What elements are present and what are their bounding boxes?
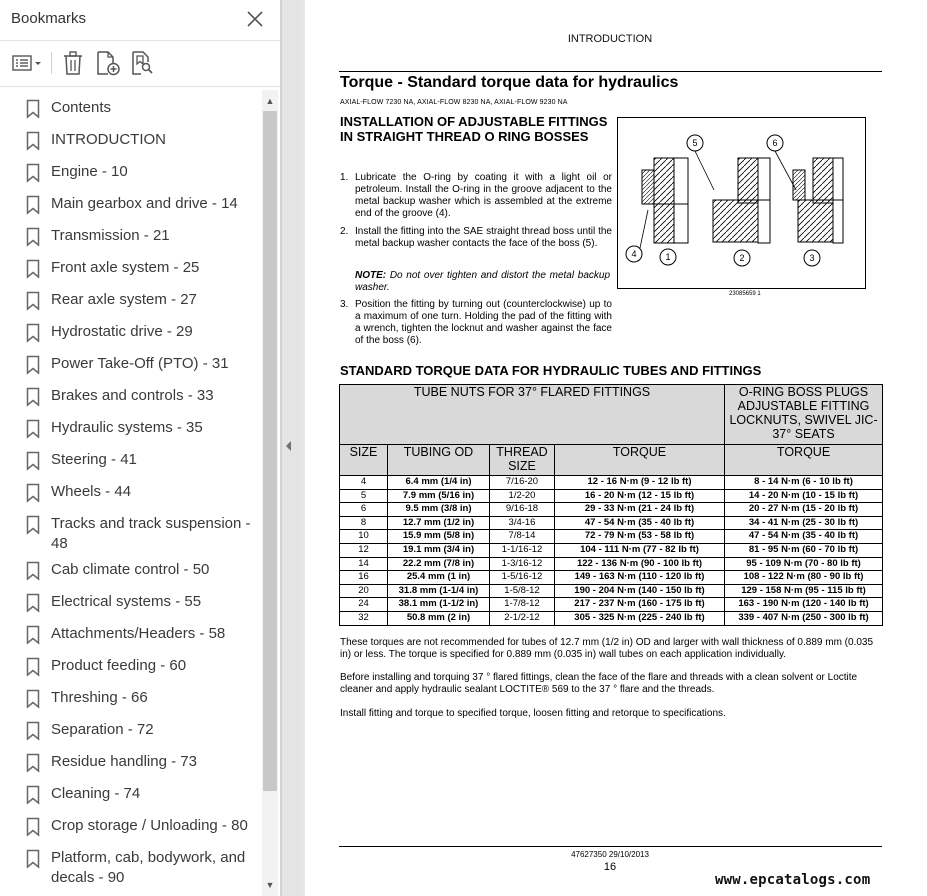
table-cell: 12.7 mm (1/2 in): [388, 516, 490, 530]
bookmark-item[interactable]: [0, 720, 262, 741]
table-cell: 16: [340, 571, 388, 585]
table-cell: 7/16-20: [490, 476, 555, 490]
column-header: TORQUE: [555, 445, 725, 476]
bookmark-icon: [26, 387, 40, 407]
bookmark-label: Transmission - 21: [51, 227, 170, 244]
bookmark-icon: [26, 817, 40, 837]
bookmark-label: Separation - 72: [51, 721, 154, 738]
bookmark-item[interactable]: [0, 450, 262, 471]
bookmark-item[interactable]: [0, 194, 262, 215]
column-header: THREAD SIZE: [490, 445, 555, 476]
bookmark-label: Steering - 41: [51, 451, 137, 468]
table-cell: 14: [340, 557, 388, 571]
table-cell: 20: [340, 584, 388, 598]
fitting-illustration: [617, 117, 866, 289]
bookmark-label: Rear axle system - 27: [51, 291, 197, 308]
step-number: 1.: [340, 172, 349, 183]
table-cell: 4: [340, 476, 388, 490]
bookmark-icon: [26, 721, 40, 741]
table-cell: 29 - 33 N·m (21 - 24 lb ft): [555, 503, 725, 517]
bookmark-item[interactable]: [0, 560, 262, 581]
table-cell: 129 - 158 N·m (95 - 115 lb ft): [725, 584, 883, 598]
table-cell: 6.4 mm (1/4 in): [388, 476, 490, 490]
bookmark-label: Contents: [51, 99, 112, 116]
options-menu-icon[interactable]: [12, 50, 44, 76]
table-cell: 38.1 mm (1-1/2 in): [388, 598, 490, 612]
bookmark-item[interactable]: [0, 624, 262, 645]
bookmark-item[interactable]: [0, 418, 262, 439]
bookmarks-panel: [0, 0, 281, 896]
table-cell: 305 - 325 N·m (225 - 240 lb ft): [555, 611, 725, 625]
bookmark-item[interactable]: [0, 354, 262, 375]
step-text: Install the fitting into the SAE straight thread boss until the metal backup washer contacts the face of the boss (5).: [355, 226, 612, 249]
group-header-tube-nuts: TUBE NUTS FOR 37° FLARED FITTINGS: [340, 385, 725, 445]
table-cell: 12 - 16 N·m (9 - 12 lb ft): [555, 476, 725, 490]
table-cell: 7.9 mm (5/16 in): [388, 489, 490, 503]
table-cell: 8: [340, 516, 388, 530]
scroll-up-icon[interactable]: ▲: [265, 96, 275, 106]
table-cell: 47 - 54 N·m (35 - 40 lb ft): [555, 516, 725, 530]
instruction-step: [340, 299, 612, 347]
column-header: TUBING OD: [388, 445, 490, 476]
running-head: INTRODUCTION: [567, 33, 653, 45]
bookmark-label: Power Take-Off (PTO) - 31: [51, 355, 229, 372]
table-cell: 163 - 190 N·m (120 - 140 lb ft): [725, 598, 883, 612]
bookmark-icon: [26, 259, 40, 279]
note-text: Do not over tighten and distort the metal backup washer.: [355, 270, 611, 293]
bookmark-label: INTRODUCTION: [51, 131, 166, 148]
figure-callout: 1: [665, 252, 671, 262]
table-row: [340, 598, 883, 612]
table-cell: 22.2 mm (7/8 in): [388, 557, 490, 571]
table-cell: 1/2-20: [490, 489, 555, 503]
bookmarks-header: [0, 0, 280, 40]
figure-callout: 3: [809, 253, 815, 263]
table-cell: 1-5/8-12: [490, 584, 555, 598]
table-cell: 9/16-18: [490, 503, 555, 517]
table-cell: 3/4-16: [490, 516, 555, 530]
bookmark-list: [0, 90, 262, 896]
bookmark-item[interactable]: [0, 784, 262, 805]
table-cell: 1-1/16-12: [490, 543, 555, 557]
table-cell: 16 - 20 N·m (12 - 15 lb ft): [555, 489, 725, 503]
bookmark-icon: [26, 227, 40, 247]
model-list: AXIAL-FLOW 7230 NA, AXIAL-FLOW 8230 NA, AXIAL-FLOW 9230 NA: [340, 99, 568, 106]
table-cell: 34 - 41 N·m (25 - 30 lb ft): [725, 516, 883, 530]
table-cell: 1-3/16-12: [490, 557, 555, 571]
bookmark-icon: [26, 99, 40, 119]
bookmark-label: Electrical systems - 55: [51, 593, 202, 610]
table-cell: 72 - 79 N·m (53 - 58 lb ft): [555, 530, 725, 544]
bookmarks-toolbar: [0, 40, 280, 87]
bookmark-icon: [26, 195, 40, 215]
bookmark-label: Main gearbox and drive - 14: [51, 195, 238, 212]
table-row: [340, 476, 883, 490]
bookmark-icon: [26, 753, 40, 773]
bookmark-label: Hydrostatic drive - 29: [51, 323, 193, 340]
group-header-oring: O-RING BOSS PLUGS ADJUSTABLE FITTING LOCKNUTS, SWIVEL JIC- 37° SEATS: [725, 385, 883, 445]
step-text: Lubricate the O-ring by coating it with a light oil or petroleum. Install the O-ring in the groove adjacent to the metal backup washer which is assembled at the extreme end of the groove (4).: [355, 172, 612, 219]
table-cell: 190 - 204 N·m (140 - 150 lb ft): [555, 584, 725, 598]
bookmark-label: Attachments/Headers - 58: [51, 625, 226, 642]
table-row: [340, 557, 883, 571]
bookmark-label: Hydraulic systems - 35: [51, 419, 203, 436]
watermark: www.epcatalogs.com: [715, 872, 871, 888]
bookmark-item[interactable]: [0, 226, 262, 247]
bookmark-icon: [26, 593, 40, 613]
bookmark-item[interactable]: [0, 386, 262, 407]
bookmark-item[interactable]: [0, 688, 262, 709]
table-cell: 149 - 163 N·m (110 - 120 lb ft): [555, 571, 725, 585]
bookmark-item[interactable]: [0, 322, 262, 343]
page-title: Torque - Standard torque data for hydraulics: [340, 74, 679, 91]
table-cell: 108 - 122 N·m (80 - 90 lb ft): [725, 571, 883, 585]
table-row: [340, 611, 883, 625]
table-cell: 14 - 20 N·m (10 - 15 lb ft): [725, 489, 883, 503]
bookmark-item[interactable]: [0, 514, 262, 554]
bookmark-icon: [26, 355, 40, 375]
table-cell: 81 - 95 N·m (60 - 70 lb ft): [725, 543, 883, 557]
bookmark-icon: [26, 657, 40, 677]
bookmark-item[interactable]: [0, 258, 262, 279]
table-cell: 339 - 407 N·m (250 - 300 lb ft): [725, 611, 883, 625]
table-cell: 25.4 mm (1 in): [388, 571, 490, 585]
bookmarks-title: Bookmarks: [11, 10, 87, 27]
table-row: [340, 516, 883, 530]
table-body: [340, 476, 883, 626]
new-bookmark-icon[interactable]: [95, 50, 121, 76]
table-cell: 19.1 mm (3/4 in): [388, 543, 490, 557]
bookmark-label: Cleaning - 74: [51, 785, 141, 802]
paragraph: Before installing and torquing 37 ° flared fittings, clean the face of the flare and threads with a clean solvent or Loctite cleaner and apply hydraulic sealant LOCTITE® 569 to the 37 ° flare and the threads.: [340, 672, 858, 695]
bookmark-label: Product feeding - 60: [51, 657, 187, 674]
bookmark-item[interactable]: [0, 816, 262, 837]
torque-table: [339, 384, 883, 626]
step-number: 3.: [340, 299, 349, 310]
table-cell: 1-7/8-12: [490, 598, 555, 612]
table-row: [340, 584, 883, 598]
step-number: 2.: [340, 226, 349, 237]
table-cell: 31.8 mm (1-1/4 in): [388, 584, 490, 598]
bookmark-label: Threshing - 66: [51, 689, 148, 706]
table-cell: 7/8-14: [490, 530, 555, 544]
paragraph: Install fitting and torque to specified torque, loosen fitting and retorque to specifications.: [340, 708, 726, 719]
table-cell: 104 - 111 N·m (77 - 82 lb ft): [555, 543, 725, 557]
table-cell: 12: [340, 543, 388, 557]
top-rule: [339, 71, 882, 72]
delete-icon[interactable]: [62, 50, 84, 76]
page-number: 16: [603, 861, 617, 873]
bookmark-icon: [26, 163, 40, 183]
table-row: [340, 489, 883, 503]
bookmark-search-icon[interactable]: [130, 50, 156, 76]
table-cell: 24: [340, 598, 388, 612]
bottom-rule: [339, 846, 882, 847]
toolbar-divider: [51, 52, 52, 74]
bookmark-item[interactable]: [0, 848, 262, 888]
bookmark-icon: [26, 849, 40, 869]
table-cell: 122 - 136 N·m (90 - 100 lb ft): [555, 557, 725, 571]
table-cell: 2-1/2-12: [490, 611, 555, 625]
note: [355, 270, 610, 294]
table-cell: 9.5 mm (3/8 in): [388, 503, 490, 517]
instruction-step: [340, 172, 612, 220]
collapse-panel-icon[interactable]: [286, 441, 291, 451]
note-label: NOTE:: [355, 270, 387, 281]
figure-callout: 5: [692, 138, 698, 148]
section-heading: INSTALLATION OF ADJUSTABLE FITTINGS IN STRAIGHT THREAD O RING BOSSES: [340, 114, 608, 144]
bookmark-label: Tracks and track suspension - 48: [51, 515, 251, 552]
bookmark-icon: [26, 419, 40, 439]
bookmark-icon: [26, 561, 40, 581]
bookmark-item[interactable]: [0, 752, 262, 773]
bookmark-icon: [26, 689, 40, 709]
bookmark-item[interactable]: [0, 656, 262, 677]
table-row: [340, 543, 883, 557]
bookmark-icon: [26, 451, 40, 471]
bookmark-item[interactable]: [0, 290, 262, 311]
figure-caption: 23085659 1: [729, 291, 761, 297]
document-page: [305, 0, 927, 896]
bookmark-item[interactable]: [0, 482, 262, 503]
table-heading: STANDARD TORQUE DATA FOR HYDRAULIC TUBES AND FITTINGS: [340, 363, 762, 378]
paragraph: These torques are not recommended for tubes of 12.7 mm (1/2 in) OD and larger with wall thickness of 0.889 mm (0.035 in) or less. The torque is specified for 0.889 mm (0.035 in) wall tubes on each application individually.: [340, 637, 874, 660]
bookmark-label: Wheels - 44: [51, 483, 132, 500]
bookmark-icon: [26, 131, 40, 151]
bookmark-icon: [26, 483, 40, 503]
step-text: Position the fitting by turning out (counterclockwise) up to a maximum of one turn. Holding the pad of the fitting with a wrench, tighten the locknut and washer against the face of the boss (6).: [355, 299, 612, 346]
bookmark-item[interactable]: [0, 130, 262, 151]
bookmark-icon: [26, 291, 40, 311]
table-cell: 15.9 mm (5/8 in): [388, 530, 490, 544]
figure-callout: 2: [739, 253, 745, 263]
table-row: [340, 503, 883, 517]
table-cell: 10: [340, 530, 388, 544]
bookmark-icon: [26, 625, 40, 645]
scroll-down-icon[interactable]: ▼: [265, 880, 275, 890]
bookmark-label: Brakes and controls - 33: [51, 387, 214, 404]
bookmark-item[interactable]: [0, 162, 262, 183]
bookmark-item[interactable]: [0, 592, 262, 613]
footer-doc-id: 47627350 29/10/2013: [571, 850, 649, 859]
bookmark-icon: [26, 515, 40, 535]
figure-callout: 4: [631, 249, 637, 259]
bookmark-item[interactable]: [0, 98, 262, 119]
column-header: SIZE: [340, 445, 388, 476]
table-cell: 32: [340, 611, 388, 625]
bookmark-label: Platform, cab, bodywork, and decals - 90: [51, 849, 246, 886]
close-icon[interactable]: [244, 8, 266, 30]
bookmark-label: Residue handling - 73: [51, 753, 197, 770]
bookmark-icon: [26, 323, 40, 343]
scrollbar-thumb[interactable]: [263, 111, 277, 791]
table-cell: 5: [340, 489, 388, 503]
bookmark-label: Cab climate control - 50: [51, 561, 210, 578]
figure-callout: 6: [772, 138, 778, 148]
bookmark-label: Crop storage / Unloading - 80: [51, 817, 248, 834]
bookmark-icon: [26, 785, 40, 805]
table-cell: 217 - 237 N·m (160 - 175 lb ft): [555, 598, 725, 612]
table-cell: 20 - 27 N·m (15 - 20 lb ft): [725, 503, 883, 517]
table-cell: 8 - 14 N·m (6 - 10 lb ft): [725, 476, 883, 490]
bookmark-label: Front axle system - 25: [51, 259, 200, 276]
table-cell: 95 - 109 N·m (70 - 80 lb ft): [725, 557, 883, 571]
bookmark-label: Engine - 10: [51, 163, 128, 180]
table-cell: 1-5/16-12: [490, 571, 555, 585]
table-row: [340, 530, 883, 544]
instruction-step: [340, 226, 612, 250]
table-cell: 6: [340, 503, 388, 517]
table-cell: 50.8 mm (2 in): [388, 611, 490, 625]
table-cell: 47 - 54 N·m (35 - 40 lb ft): [725, 530, 883, 544]
table-row: [340, 571, 883, 585]
column-header: TORQUE: [725, 445, 883, 476]
